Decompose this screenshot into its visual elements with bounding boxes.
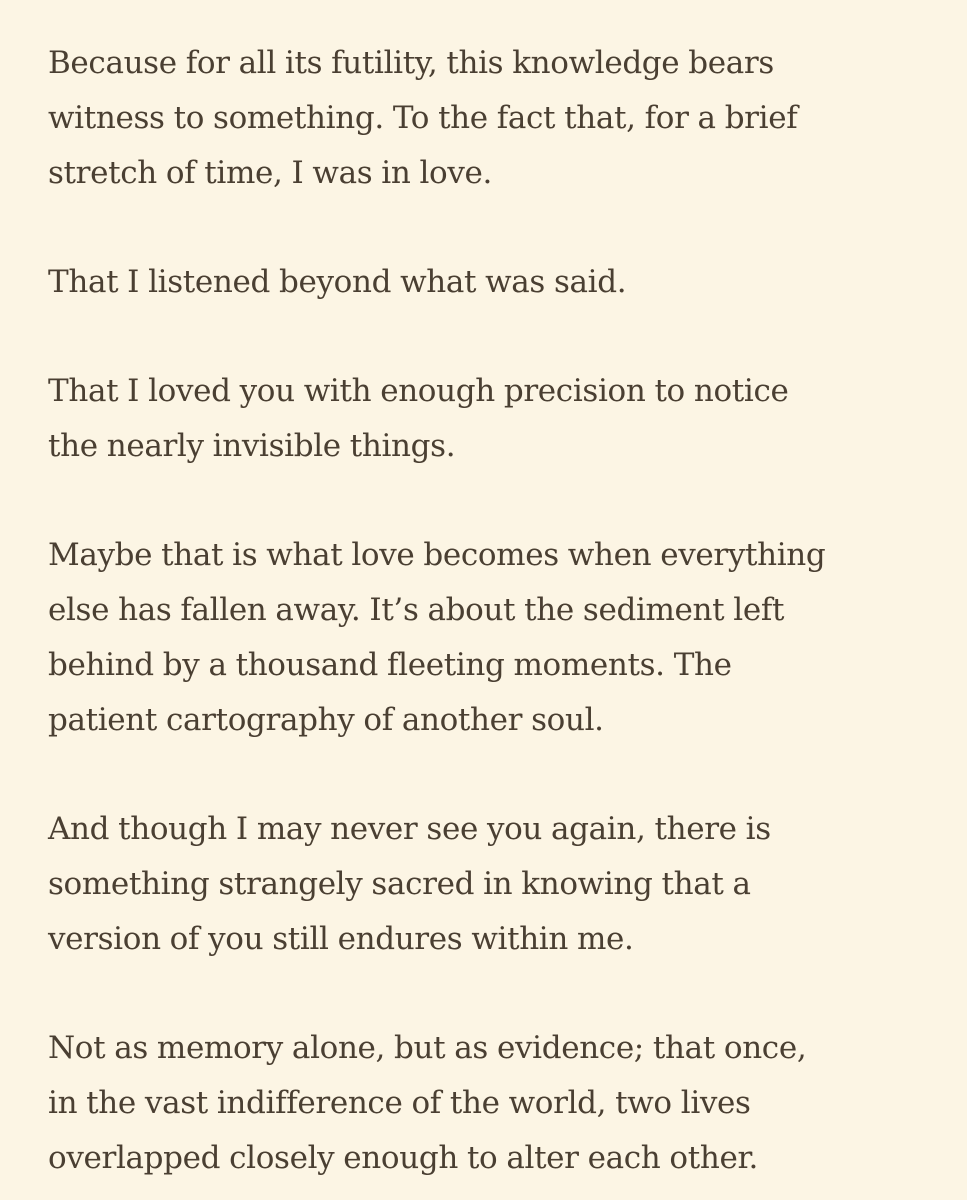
paragraph-1 <box>48 36 927 201</box>
text-line: patient cartography of another soul. <box>48 702 604 738</box>
text-line: version of you still endures within me. <box>48 921 634 957</box>
text-line: the nearly invisible things. <box>48 428 456 464</box>
text-line: That I loved you with enough precision to notice <box>48 373 789 409</box>
text-line: overlapped closely enough to alter each other. <box>48 1140 759 1176</box>
text-line: And though I may never see you again, there is <box>48 811 771 847</box>
text-line: something strangely sacred in knowing that a <box>48 866 751 902</box>
text-line: Maybe that is what love becomes when everything <box>48 537 826 573</box>
text-line: witness to something. To the fact that, for a brief <box>48 100 798 136</box>
text-line: behind by a thousand fleeting moments. The <box>48 647 732 683</box>
paragraph-5 <box>48 802 927 967</box>
text-line: Not as memory alone, but as evidence; that once, <box>48 1030 807 1066</box>
text-line: stretch of time, I was in love. <box>48 155 493 191</box>
paragraph-4 <box>48 528 927 748</box>
text-line: Because for all its futility, this knowledge bears <box>48 45 774 81</box>
paragraph-6 <box>48 1021 927 1186</box>
paragraph-2 <box>48 255 927 310</box>
paragraph-3 <box>48 364 927 474</box>
text-line: That I listened beyond what was said. <box>48 264 627 300</box>
text-line: in the vast indifference of the world, two lives <box>48 1085 751 1121</box>
text-line: else has fallen away. It’s about the sediment left <box>48 592 785 628</box>
